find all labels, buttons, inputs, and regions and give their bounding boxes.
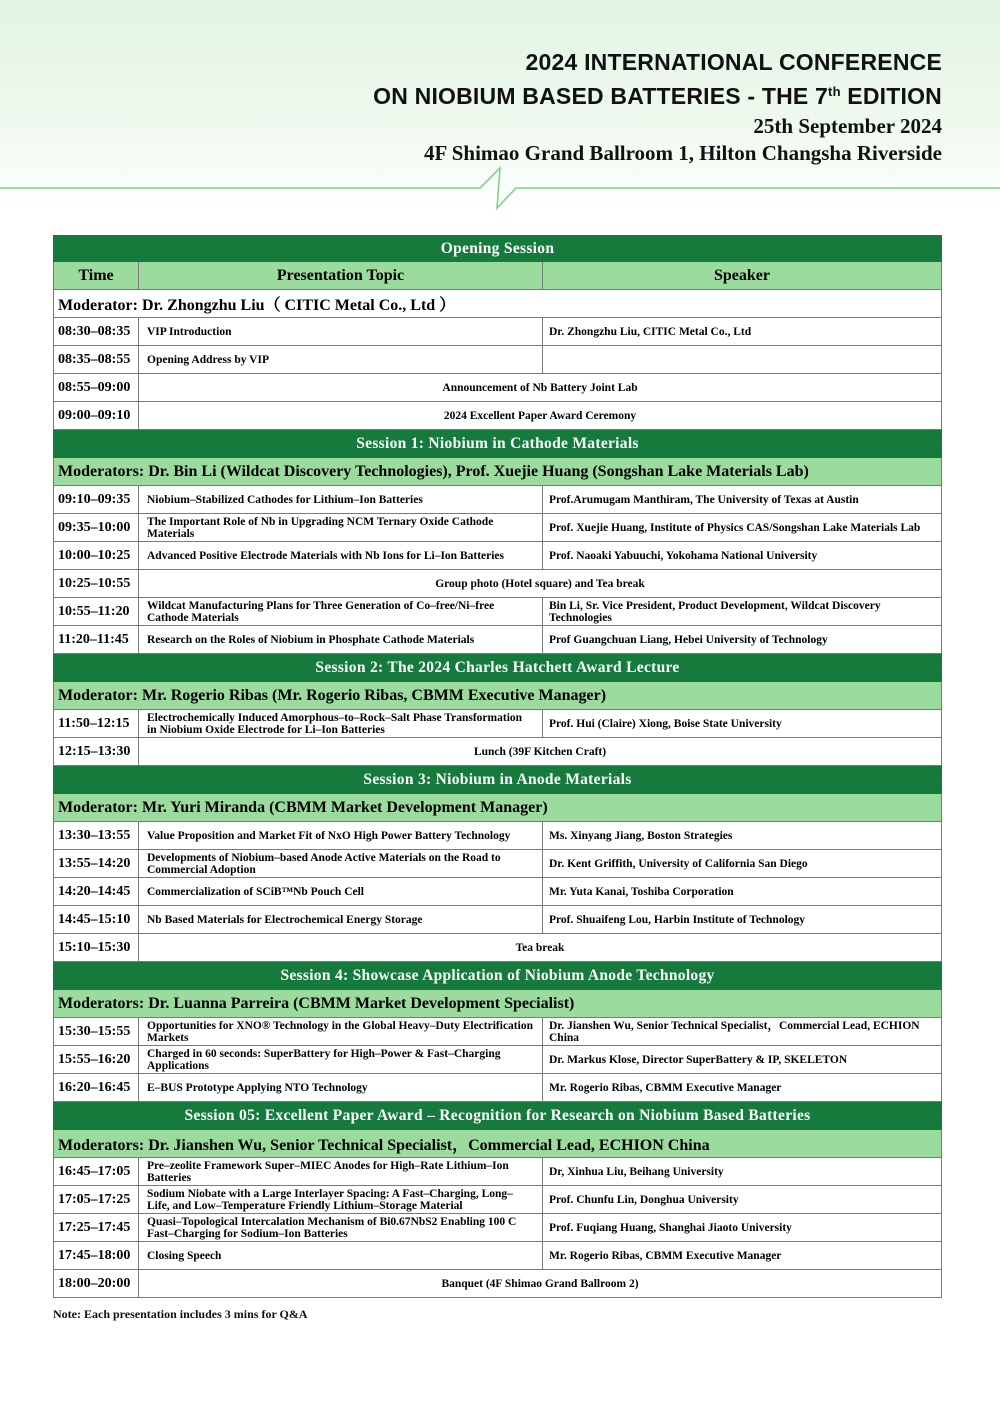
topic-cell: Quasi–Topological Intercalation Mechanism of Bi0.67NbS2 Enabling 100 C Fast–Charging for Sodium–Ion Batteries: [139, 1214, 543, 1242]
topic-cell: Pre–zeolite Framework Super–MIEC Anodes for High–Rate Lithium–Ion Batteries: [139, 1158, 543, 1186]
conference-header: [373, 48, 942, 167]
session-4-header: Session 4: Showcase Application of Niobium Anode Technology: [54, 962, 942, 990]
topic-cell: Research on the Roles of Niobium in Phosphate Cathode Materials: [139, 626, 543, 654]
session-2-header: Session 2: The 2024 Charles Hatchett Award Lecture: [54, 654, 942, 682]
topic-cell: E–BUS Prototype Applying NTO Technology: [139, 1074, 543, 1102]
table-row: [54, 850, 942, 878]
speaker-cell: Mr. Rogerio Ribas, CBMM Executive Manager: [543, 1242, 942, 1270]
time-cell: 11:50–12:15: [54, 710, 139, 738]
moderator-row: Moderator: Dr. Zhongzhu Liu（ CITIC Metal Co., Ltd ）: [54, 290, 942, 318]
table-row: [54, 906, 942, 934]
speaker-cell: Prof. Naoaki Yabuuchi, Yokohama National University: [543, 542, 942, 570]
time-cell: 15:10–15:30: [54, 934, 139, 962]
time-cell: 17:25–17:45: [54, 1214, 139, 1242]
conference-venue: 4F Shimao Grand Ballroom 1, Hilton Changsha Riverside: [423, 141, 942, 165]
time-cell: 08:35–08:55: [54, 346, 139, 374]
agenda-table: [53, 235, 942, 1298]
table-row: [54, 318, 942, 346]
time-cell: 10:00–10:25: [54, 542, 139, 570]
speaker-cell: Prof. Fuqiang Huang, Shanghai Jiaoto University: [543, 1214, 942, 1242]
speaker-cell: Prof. Hui (Claire) Xiong, Boise State University: [543, 710, 942, 738]
time-cell: 17:45–18:00: [54, 1242, 139, 1270]
topic-cell: Developments of Niobium–based Anode Active Materials on the Road to Commercial Adoption: [139, 850, 543, 878]
time-cell: 11:20–11:45: [54, 626, 139, 654]
column-headers: [54, 262, 942, 290]
table-row: [54, 1242, 942, 1270]
table-row: [54, 934, 942, 962]
topic-cell: Opportunities for XNO® Technology in the Global Heavy–Duty Electrification Markets: [139, 1018, 543, 1046]
table-row: [54, 542, 942, 570]
topic-cell: Sodium Niobate with a Large Interlayer Spacing: A Fast–Charging, Long–Life, and Low–Temperature Friendly Lithium–Storage Material: [139, 1186, 543, 1214]
table-row: [54, 822, 942, 850]
moderator-row: Moderator: Mr. Yuri Miranda (CBMM Market Development Manager): [54, 794, 942, 822]
speaker-cell: Dr. Markus Klose, Director SuperBattery & IP, SKELETON: [543, 1046, 942, 1074]
table-row: [54, 1046, 942, 1074]
event-cell: Announcement of Nb Battery Joint Lab: [139, 374, 942, 402]
time-cell: 16:20–16:45: [54, 1074, 139, 1102]
topic-cell: Value Proposition and Market Fit of NxO High Power Battery Technology: [139, 822, 543, 850]
topic-cell: Niobium–Stabilized Cathodes for Lithium–Ion Batteries: [139, 486, 543, 514]
table-row: [54, 1214, 942, 1242]
speaker-cell: Dr. Kent Griffith, University of California San Diego: [543, 850, 942, 878]
speaker-cell: Bin Li, Sr. Vice President, Product Development, Wildcat Discovery Technologies: [543, 598, 942, 626]
topic-cell: Charged in 60 seconds: SuperBattery for High–Power & Fast–Charging Applications: [139, 1046, 543, 1074]
time-cell: 14:20–14:45: [54, 878, 139, 906]
table-row: [54, 1270, 942, 1298]
table-row: [54, 1074, 942, 1102]
event-cell: Lunch (39F Kitchen Craft): [139, 738, 942, 766]
topic-cell: VIP Introduction: [139, 318, 543, 346]
col-speaker-header: Speaker: [543, 262, 942, 290]
time-cell: 15:30–15:55: [54, 1018, 139, 1046]
session-3-header: Session 3: Niobium in Anode Materials: [54, 766, 942, 794]
time-cell: 13:55–14:20: [54, 850, 139, 878]
speaker-cell: Prof Guangchuan Liang, Hebei University of Technology: [543, 626, 942, 654]
table-row: [54, 486, 942, 514]
time-cell: 14:45–15:10: [54, 906, 139, 934]
conference-title-line2: ON NIOBIUM BASED BATTERIES - THE 7th EDITION: [373, 83, 942, 109]
moderator-row: Moderator: Mr. Rogerio Ribas (Mr. Rogerio Ribas, CBMM Executive Manager): [54, 682, 942, 710]
col-topic-header: Presentation Topic: [139, 262, 543, 290]
event-cell: 2024 Excellent Paper Award Ceremony: [139, 402, 942, 430]
table-row: [54, 710, 942, 738]
topic-cell: Electrochemically Induced Amorphous–to–Rock–Salt Phase Transformation in Niobium Oxide Electrode for Li–Ion Batteries: [139, 710, 543, 738]
topic-cell: Commercialization of SCiB™Nb Pouch Cell: [139, 878, 543, 906]
time-cell: 17:05–17:25: [54, 1186, 139, 1214]
speaker-cell: Mr. Yuta Kanai, Toshiba Corporation: [543, 878, 942, 906]
table-row: [54, 1018, 942, 1046]
speaker-cell: [543, 346, 942, 374]
table-row: [54, 598, 942, 626]
topic-cell: The Important Role of Nb in Upgrading NCM Ternary Oxide Cathode Materials: [139, 514, 543, 542]
topic-cell: Advanced Positive Electrode Materials with Nb Ions for Li–Ion Batteries: [139, 542, 543, 570]
speaker-cell: Mr. Rogerio Ribas, CBMM Executive Manager: [543, 1074, 942, 1102]
speaker-cell: Dr. Zhongzhu Liu, CITIC Metal Co., Ltd: [543, 318, 942, 346]
time-cell: 15:55–16:20: [54, 1046, 139, 1074]
speaker-cell: Prof. Shuaifeng Lou, Harbin Institute of Technology: [543, 906, 942, 934]
speaker-cell: Ms. Xinyang Jiang, Boston Strategies: [543, 822, 942, 850]
event-cell: Banquet (4F Shimao Grand Ballroom 2): [139, 1270, 942, 1298]
table-row: [54, 402, 942, 430]
time-cell: 09:00–09:10: [54, 402, 139, 430]
table-row: [54, 878, 942, 906]
session-5-header: Session 05: Excellent Paper Award – Recognition for Research on Niobium Based Batteries: [54, 1102, 942, 1130]
topic-cell: Nb Based Materials for Electrochemical Energy Storage: [139, 906, 543, 934]
session-1-header: Session 1: Niobium in Cathode Materials: [54, 430, 942, 458]
session-opening-header: Opening Session: [54, 236, 942, 262]
time-cell: 08:55–09:00: [54, 374, 139, 402]
speaker-cell: Prof. Chunfu Lin, Donghua University: [543, 1186, 942, 1214]
table-row: [54, 570, 942, 598]
speaker-cell: Dr. Jianshen Wu, Senior Technical Specialist，Commercial Lead, ECHION China: [543, 1018, 942, 1046]
speaker-cell: Dr, Xinhua Liu, Beihang University: [543, 1158, 942, 1186]
moderator-row: Moderators: Dr. Jianshen Wu, Senior Technical Specialist，Commercial Lead, ECHION China: [54, 1130, 942, 1158]
col-time-header: Time: [54, 262, 139, 290]
table-row: [54, 1158, 942, 1186]
conference-title-line1: 2024 INTERNATIONAL CONFERENCE: [525, 49, 942, 75]
time-cell: 16:45–17:05: [54, 1158, 139, 1186]
table-row: [54, 1186, 942, 1214]
table-row: [54, 738, 942, 766]
moderator-row: Moderators: Dr. Luanna Parreira (CBMM Market Development Specialist): [54, 990, 942, 1018]
table-row: [54, 374, 942, 402]
time-cell: 12:15–13:30: [54, 738, 139, 766]
time-cell: 08:30–08:35: [54, 318, 139, 346]
table-row: [54, 626, 942, 654]
topic-cell: Wildcat Manufacturing Plans for Three Generation of Co–free/Ni–free Cathode Materials: [139, 598, 543, 626]
event-cell: Group photo (Hotel square) and Tea break: [139, 570, 942, 598]
time-cell: 18:00–20:00: [54, 1270, 139, 1298]
table-row: [54, 514, 942, 542]
header-divider-line: [0, 160, 1000, 220]
footnote: Note: Each presentation includes 3 mins for Q&A: [53, 1307, 308, 1321]
conference-date: 25th September 2024: [753, 114, 942, 138]
speaker-cell: Prof. Xuejie Huang, Institute of Physics CAS/Songshan Lake Materials Lab: [543, 514, 942, 542]
table-row: [54, 346, 942, 374]
moderator-row: Moderators: Dr. Bin Li (Wildcat Discovery Technologies), Prof. Xuejie Huang (Songshan Lake Materials Lab): [54, 458, 942, 486]
time-cell: 13:30–13:55: [54, 822, 139, 850]
event-cell: Tea break: [139, 934, 942, 962]
time-cell: 10:25–10:55: [54, 570, 139, 598]
topic-cell: Opening Address by VIP: [139, 346, 543, 374]
topic-cell: Closing Speech: [139, 1242, 543, 1270]
time-cell: 10:55–11:20: [54, 598, 139, 626]
time-cell: 09:35–10:00: [54, 514, 139, 542]
speaker-cell: Prof.Arumugam Manthiram, The University of Texas at Austin: [543, 486, 942, 514]
time-cell: 09:10–09:35: [54, 486, 139, 514]
